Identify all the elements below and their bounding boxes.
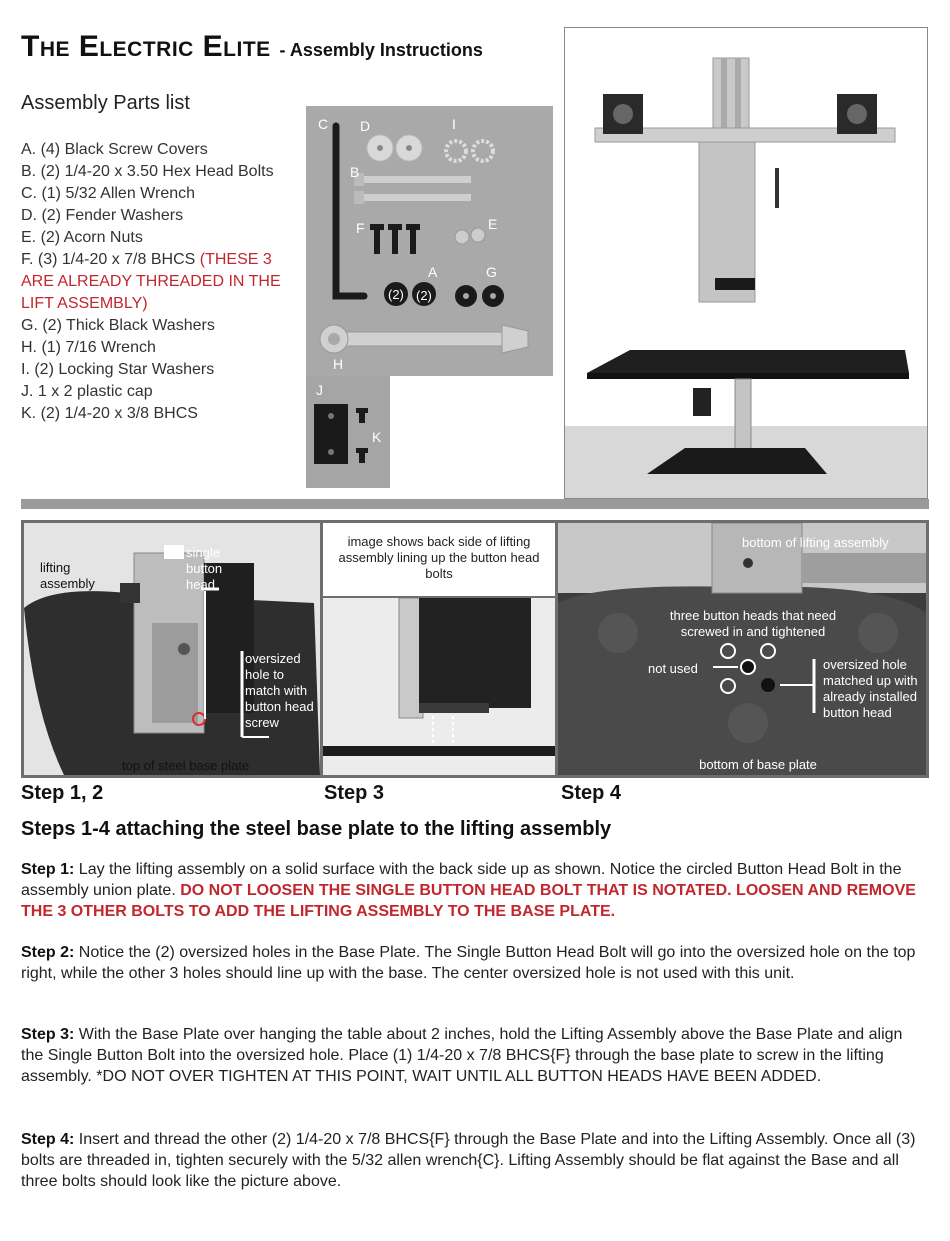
step-3-photo	[323, 598, 555, 775]
title-sub: - Assembly Instructions	[279, 40, 483, 60]
step-1-2-label: Step 1, 2	[21, 782, 104, 804]
photo-label-j: J	[316, 382, 323, 398]
step-3-paragraph	[21, 1024, 929, 1087]
step-4-text: Insert and thread the other (2) 1/4-20 x 7/8 BHCS{F} through the Base Plate and into the Lifting Assembly. Once all (3) bolts are threaded in, tighten securely with the 5/32 allen wrench{C}. Lifting Assembly should be flat against the Base and all three bolts should look like the picture above.	[21, 1131, 916, 1190]
step-3-caption-box	[323, 523, 555, 596]
step-4-illustration	[558, 523, 926, 775]
page-title	[21, 30, 483, 64]
label-three-button-heads: three button heads that need screwed in and tightened	[669, 608, 837, 639]
desk-illustration	[565, 28, 927, 498]
steps-photo-strip	[21, 520, 929, 778]
label-top-of-base-plate: top of steel base plate	[122, 758, 250, 773]
parts-photo	[306, 106, 553, 376]
photo-label-e: E	[488, 216, 498, 232]
part-j: J. 1 x 2 plastic cap	[21, 383, 153, 400]
part-g: G. (2) Thick Black Washers	[21, 317, 215, 334]
photo-label-c: C	[318, 116, 329, 132]
label-oversized-hole-matched: oversized hole matched up with already installed button head	[823, 657, 918, 720]
label-bottom-of-lifting-assembly: bottom of lifting assembly	[742, 535, 889, 550]
part-b: B. (2) 1/4-20 x 3.50 Hex Head Bolts	[21, 163, 274, 180]
step-4-paragraph	[21, 1129, 929, 1192]
part-e: E. (2) Acorn Nuts	[21, 229, 143, 246]
step-1-title: Step 1:	[21, 861, 75, 878]
step-3-caption: image shows back side of lifting assembly lining up the button head bolts	[338, 534, 540, 581]
part-f	[21, 249, 296, 315]
photo-label-b: B	[350, 164, 360, 180]
step-4-title: Step 4:	[21, 1131, 75, 1148]
label-bottom-of-base-plate: bottom of base plate	[699, 757, 817, 772]
label-not-used: not used	[648, 661, 698, 676]
part-a: A. (4) Black Screw Covers	[21, 141, 208, 158]
cap-photo	[306, 376, 390, 488]
step-2-paragraph	[21, 942, 929, 984]
label-oversized-hole: oversized hole to match with button head screw	[245, 651, 314, 730]
step-3-label: Step 3	[324, 782, 385, 804]
photo-label-k: K	[372, 429, 382, 445]
photo-label-h: H	[333, 356, 344, 372]
label-lifting-assembly: lifting assembly	[40, 560, 95, 591]
step-1-paragraph	[21, 859, 929, 922]
photo-label-a: A	[428, 264, 438, 280]
photo-label-d: D	[360, 118, 371, 134]
step-4-photo	[558, 523, 926, 775]
label-single-button-head: single button head	[186, 545, 223, 592]
photo-label-qty2: (2)	[416, 288, 432, 303]
step-4-label: Step 4	[561, 782, 622, 804]
part-h: H. (1) 7/16 Wrench	[21, 339, 156, 356]
step-3-text: With the Base Plate over hanging the table about 2 inches, hold the Lifting Assembly above the Base Plate and align the Single Button Bolt into the oversized hole. Place (1) 1/4-20 x 7/8 BHCS{F} through the base plate to screw in the lifting assembly. *DO NOT OVER TIGHTEN AT THIS POINT, WAIT UNTIL ALL BUTTON HEADS HAVE BEEN ADDED.	[21, 1026, 903, 1085]
photo-label-qty1: (2)	[388, 287, 404, 302]
part-f-text: F. (3) 1/4-20 x 7/8 BHCS	[21, 251, 200, 268]
parts-list	[21, 139, 296, 425]
photo-label-i: I	[452, 116, 456, 132]
part-k: K. (2) 1/4-20 x 3/8 BHCS	[21, 405, 198, 422]
part-d: D. (2) Fender Washers	[21, 207, 184, 224]
step-3-illustration	[323, 598, 555, 775]
title-main: The Electric Elite	[21, 30, 271, 63]
part-c: C. (1) 5/32 Allen Wrench	[21, 185, 196, 202]
photo-label-g: G	[486, 264, 497, 280]
step-1-2-photo	[24, 523, 320, 775]
step-3-title: Step 3:	[21, 1026, 75, 1043]
parts-illustration	[306, 106, 553, 376]
step-1-warning: DO NOT LOOSEN THE SINGLE BUTTON HEAD BOLT THAT IS NOTATED. LOOSEN AND REMOVE THE 3 OTHER BOLTS TO ADD THE LIFTING ASSEMBLY TO THE BASE PLATE.	[21, 882, 916, 920]
step-2-text: Notice the (2) oversized holes in the Base Plate. The Single Button Head Bolt will go into the oversized hole on the top right, while the other 3 holes should line up with the base. The center oversized hole is not used with this unit.	[21, 944, 916, 982]
step-2-title: Step 2:	[21, 944, 75, 961]
section-divider	[21, 499, 929, 509]
part-i: I. (2) Locking Star Washers	[21, 361, 215, 378]
steps-section-heading: Steps 1-4 attaching the steel base plate to the lifting assembly	[21, 818, 612, 840]
parts-heading: Assembly Parts list	[21, 92, 190, 114]
photo-label-f: F	[356, 220, 365, 236]
product-photo	[564, 27, 928, 499]
part-f-note: (THESE 3 ARE ALREADY THREADED IN THE LIFT ASSEMBLY)	[21, 251, 281, 312]
step-1-text: Lay the lifting assembly on a solid surface with the back side up as shown. Notice the circled Button Head Bolt in the assembly union plate.	[21, 861, 902, 899]
